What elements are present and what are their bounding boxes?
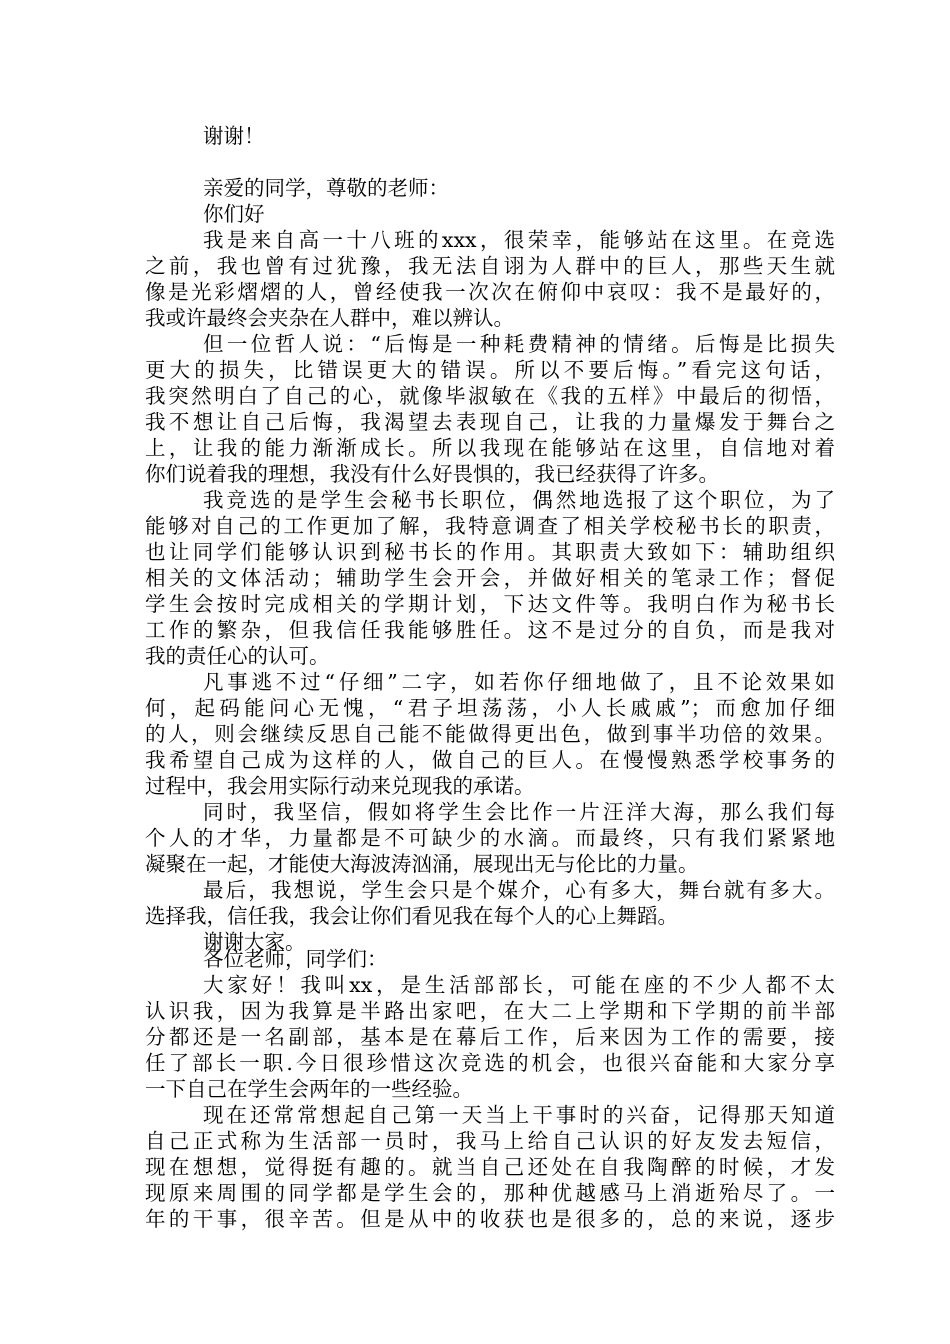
- text-line: 工作的繁杂，但我信任我能够胜任。这不是过分的自负，而是我对: [145, 618, 835, 642]
- section-2: [145, 175, 835, 955]
- text-line: 现原来周围的同学都是学生会的，那种优越感马上消逝殆尽了。一: [145, 1181, 835, 1205]
- closing-line: 谢谢大家。: [203, 930, 306, 954]
- text-line: 我不想让自己后悔，我渴望去表现自己，让我的力量爆发于舞台之: [145, 410, 835, 434]
- text-line: 过程中，我会用实际行动来兑现我的承诺。: [145, 774, 535, 798]
- text-line: 现在还常常想起自己第一天当上干事时的兴奋，记得那天知道: [203, 1103, 835, 1127]
- text-line: 相关的文体活动；辅助学生会开会，并做好相关的笔录工作；督促: [145, 566, 835, 590]
- section-3: [145, 946, 835, 1232]
- paragraph: [145, 331, 835, 487]
- paragraph: [145, 487, 835, 669]
- paragraph: [145, 227, 835, 331]
- text-line: 同时，我坚信，假如将学生会比作一片汪洋大海，那么我们每: [203, 800, 835, 824]
- text-line: 认识我，因为我算是半路出家吧，在大二上学期和下学期的前半部: [145, 999, 835, 1023]
- text-line: 学生会按时完成相关的学期计划，下达文件等。我明白作为秘书长: [145, 592, 835, 616]
- text-line: 也让同学们能够认识到秘书长的作用。其职责大致如下：辅助组织: [145, 540, 835, 564]
- paragraph: [145, 669, 835, 799]
- thanks-line: 谢谢！: [203, 124, 265, 148]
- text-line: 最后，我想说，学生会只是个媒介，心有多大，舞台就有多大。: [203, 878, 835, 902]
- text-line: 何，起码能问心无愧，“君子坦荡荡，小人长戚戚”；而愈加仔细: [145, 696, 835, 720]
- text-line: 年的干事，很辛苦。但是从中的收获也是很多的，总的来说，逐步: [145, 1207, 835, 1231]
- section-1: [145, 123, 835, 149]
- text-line: 我希望自己成为这样的人，做自己的巨人。在慢慢熟悉学校事务的: [145, 748, 835, 772]
- text-line: 之前，我也曾有过犹豫，我无法自诩为人群中的巨人，那些天生就: [145, 254, 835, 278]
- text-line: 任了部长一职.今日很珍惜这次竞选的机会，也很兴奋能和大家分享: [145, 1051, 835, 1075]
- paragraph: [145, 877, 835, 929]
- text-line: 大家好！我叫xx，是生活部部长，可能在座的不少人都不太: [203, 973, 835, 997]
- text-line: 现在想想，觉得挺有趣的。就当自己还处在自我陶醉的时候，才发: [145, 1155, 835, 1179]
- text-line: 但一位哲人说：“后悔是一种耗费精神的情绪。后悔是比损失: [203, 332, 835, 356]
- text-line: 自己正式称为生活部一员时，我马上给自己认识的好友发去短信，: [145, 1129, 835, 1153]
- text-line: 上，让我的能力渐渐成长。所以我现在能够站在这里，自信地对着: [145, 436, 835, 460]
- greeting-line: 亲爱的同学，尊敬的老师：: [203, 176, 449, 200]
- text-line: 分都还是一名副部，基本是在幕后工作，后来因为工作的需要，接: [145, 1025, 835, 1049]
- paragraph: [145, 972, 835, 1102]
- text-line: 你们说着我的理想，我没有什么好畏惧的，我已经获得了许多。: [145, 462, 719, 486]
- text-line: 凡事逃不过“仔细”二字，如若你仔细地做了，且不论效果如: [203, 670, 835, 694]
- text-line: 我是来自高一十八班的xxx，很荣幸，能够站在这里。在竞选: [203, 228, 835, 252]
- hello-line: 你们好: [203, 202, 265, 226]
- text-line: 我或许最终会夹杂在人群中，难以辨认。: [145, 306, 514, 330]
- text-line: 能够对自己的工作更加了解，我特意调查了相关学校秘书长的职责，: [145, 514, 835, 538]
- paragraph: [145, 1102, 835, 1232]
- paragraph: [145, 799, 835, 877]
- text-line: 凝聚在一起，才能使大海波涛汹涌，展现出无与伦比的力量。: [145, 852, 699, 876]
- text-line: 选择我，信任我，我会让你们看见我在每个人的心上舞蹈。: [145, 904, 678, 928]
- text-line: 我的责任心的认可。: [145, 644, 330, 668]
- greeting-line: 各位老师，同学们：: [203, 947, 388, 971]
- text-line: 个人的才华，力量都是不可缺少的水滴。而最终，只有我们紧紧地: [145, 826, 835, 850]
- text-line: 一下自己在学生会两年的一些经验。: [145, 1077, 473, 1101]
- text-line: 像是光彩熠熠的人，曾经使我一次次在俯仰中哀叹：我不是最好的，: [145, 280, 835, 304]
- text-line: 我突然明白了自己的心，就像毕淑敏在《我的五样》中最后的彻悟，: [145, 384, 835, 408]
- text-line: 我竞选的是学生会秘书长职位，偶然地选报了这个职位，为了: [203, 488, 835, 512]
- text-line: 的人，则会继续反思自己能不能做得更出色，做到事半功倍的效果。: [145, 722, 835, 746]
- text-line: 更大的损失，比错误更大的错误。所以不要后悔。”看完这句话，: [145, 358, 835, 382]
